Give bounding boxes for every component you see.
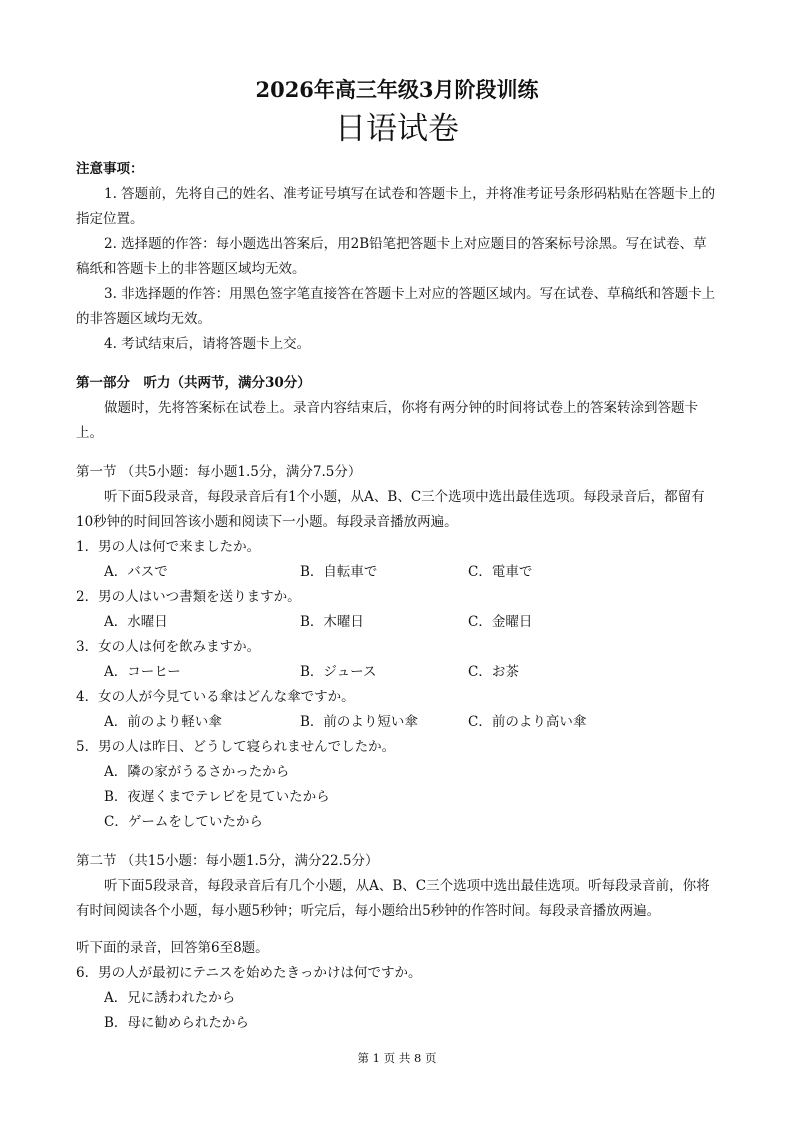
- option-c: C．電車で: [468, 564, 533, 580]
- option-a: A．兄に誘われたから: [104, 990, 236, 1006]
- notice-item-2: 2. 选择题的作答：每小题选出答案后，用2B铅笔把答题卡上对应题目的答案标号涂黑。写在试卷、草稿纸和答题卡上的非答题区域均无效。: [76, 236, 707, 277]
- notice-item-4: 4. 考试结束后，请将答题卡上交。: [104, 336, 311, 352]
- question-2-options: [76, 610, 718, 635]
- question-6-stem: 6．男の人が最初にテニスを始めたきっかけは何ですか。: [76, 965, 422, 981]
- notice-item-1: 1. 答题前，先将自己的姓名、准考证号填写在试卷和答题卡上，并将准考证号条形码粘贴在答题卡上的指定位置。: [76, 186, 716, 227]
- option-b: B．夜遅くまでテレビを見ていたから: [104, 789, 330, 805]
- part1-instruction: 做题时，先将答案标在试卷上。录音内容结束后，你将有两分钟的时间将试卷上的答案转涂到答题卡上。: [76, 400, 698, 441]
- exam-title: 2026年高三年级3月阶段训练: [255, 77, 539, 102]
- exam-subject: 日语试卷: [335, 111, 459, 147]
- option-a: A．前のより軽い傘: [104, 714, 222, 730]
- option-a: A．隣の家がうるさかったから: [104, 764, 290, 780]
- section2-instruction: 听下面5段录音，每段录音后有几个小题，从A、B、C三个选项中选出最佳选项。听每段录音前，你将有时间阅读各个小题，每小题5秒钟；听完后，每小题给出5秒钟的作答时间。每段录音播放两遍。: [76, 878, 710, 919]
- option-a: A．バスで: [104, 564, 168, 580]
- option-b: B．ジュース: [300, 664, 377, 680]
- option-a: A．コーヒー: [104, 664, 181, 680]
- option-c: C．金曜日: [468, 614, 533, 630]
- section1-instruction: 听下面5段录音，每段录音后有1个小题，从A、B、C三个选项中选出最佳选项。每段录音后，都留有10秒钟的时间回答该小题和阅读下一小题。每段录音播放两遍。: [76, 489, 705, 530]
- question-4-stem: 4．女の人が今見ている傘はどんな傘ですか。: [76, 689, 355, 705]
- section2-heading: 第二节 （共15小题：每小题1.5分，满分22.5分）: [76, 853, 379, 869]
- group-intro: 听下面的录音，回答第6至8题。: [76, 940, 269, 956]
- question-3-stem: 3．女の人は何を飲みますか。: [76, 639, 261, 655]
- exam-content: [76, 157, 718, 1036]
- option-a: A．水曜日: [104, 614, 168, 630]
- option-c: C．前のより高い傘: [468, 714, 587, 730]
- question-4-options: [76, 710, 718, 735]
- option-c: C．お茶: [468, 664, 519, 680]
- part1-heading: 第一部分 听力（共两节，满分30分）: [76, 375, 311, 391]
- question-1-options: [76, 560, 718, 585]
- question-5-stem: 5．男の人は昨日、どうして寝られませんでしたか。: [76, 739, 396, 755]
- notice-item-3: 3. 非选择题的作答：用黑色签字笔直接答在答题卡上对应的答题区域内。写在试卷、草稿纸和答题卡上的非答题区域均无效。: [76, 286, 716, 327]
- option-b: B．木曜日: [300, 614, 364, 630]
- page-number: 第 1 页 共 8 页: [357, 1051, 437, 1065]
- question-3-options: [76, 660, 718, 685]
- section1-heading: 第一节 （共5小题：每小题1.5分，满分7.5分）: [76, 464, 362, 480]
- option-b: B．母に勧められたから: [104, 1015, 249, 1031]
- option-b: B．自転車で: [300, 564, 378, 580]
- notice-heading: 注意事项：: [76, 161, 144, 177]
- question-2-stem: 2．男の人はいつ書類を送りますか。: [76, 589, 301, 605]
- option-c: C．ゲームをしていたから: [104, 814, 263, 830]
- option-b: B．前のより短い傘: [300, 714, 418, 730]
- question-1-stem: 1．男の人は何で来ましたか。: [76, 539, 261, 555]
